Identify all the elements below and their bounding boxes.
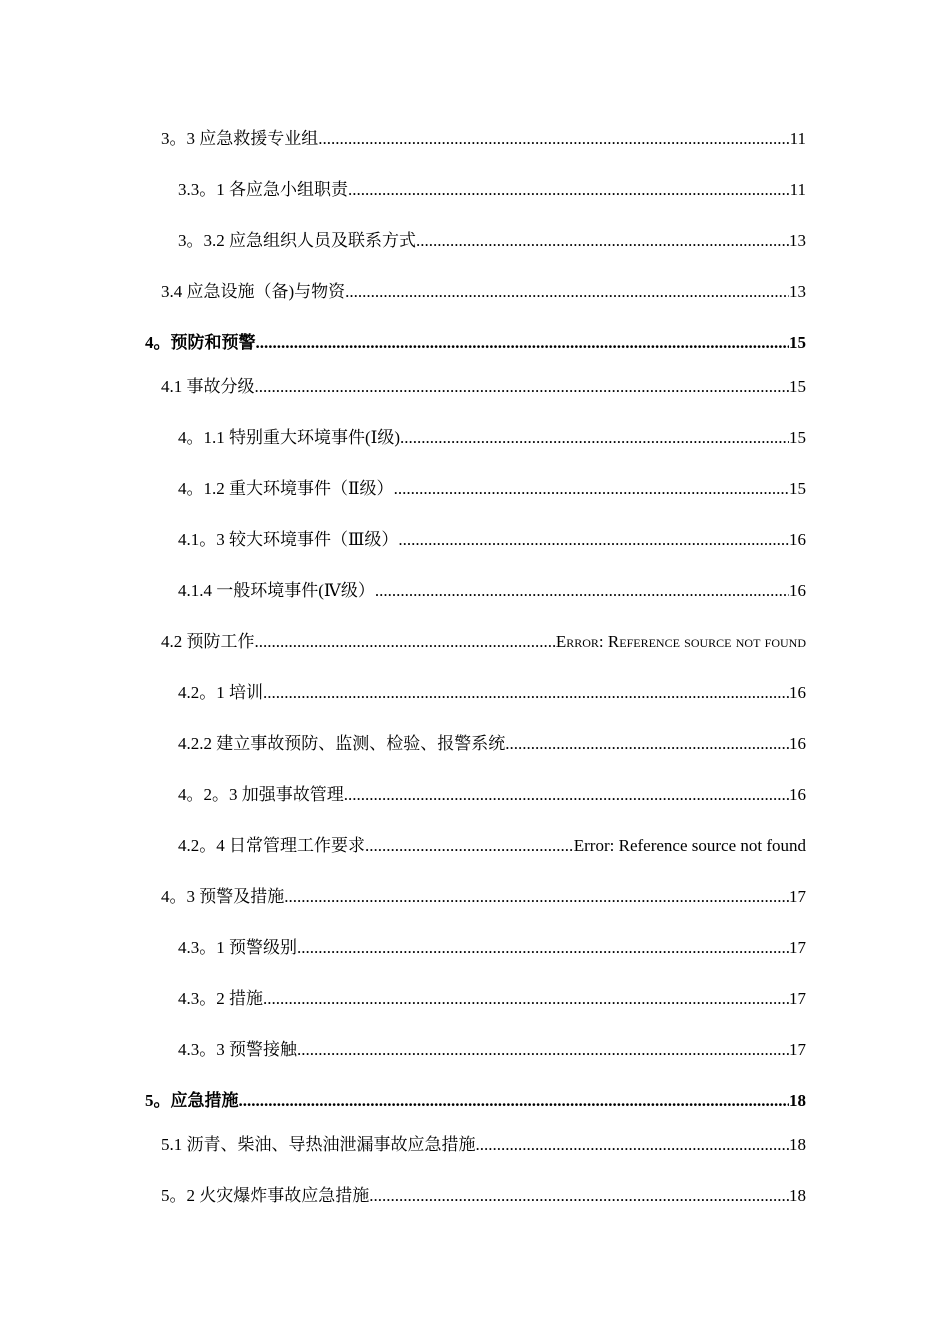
toc-entry[interactable]: [178, 474, 806, 500]
toc-page-number: 16: [789, 734, 806, 753]
toc-dot-leader: [297, 937, 789, 959]
toc-entry[interactable]: [178, 831, 806, 857]
toc-dot-leader: [297, 1039, 789, 1061]
toc-entry-title: 4。3 预警及措施: [161, 887, 285, 906]
toc-page-number: 13: [789, 282, 806, 301]
toc-page-number: 17: [789, 887, 806, 906]
toc-page-number: 16: [789, 683, 806, 702]
toc-entry-title: 3。3 应急救援专业组: [161, 129, 319, 148]
toc-entry[interactable]: [161, 277, 806, 303]
toc-page-number: 18: [789, 1135, 806, 1154]
toc-page-number: 17: [789, 938, 806, 957]
toc-entry[interactable]: [161, 1130, 806, 1156]
toc-entry[interactable]: [161, 124, 806, 150]
toc-dot-leader: [400, 427, 789, 449]
toc-entry[interactable]: [178, 1035, 806, 1061]
toc-page-number: 17: [789, 1040, 806, 1059]
toc-entry[interactable]: [178, 175, 806, 201]
toc-page-number: 18: [789, 1186, 806, 1205]
toc-entry[interactable]: [178, 729, 806, 755]
toc-entry[interactable]: [178, 678, 806, 704]
toc-dot-leader: [348, 179, 790, 201]
toc-entry[interactable]: [178, 780, 806, 806]
toc-dot-leader: [255, 631, 556, 653]
toc-entry[interactable]: [178, 576, 806, 602]
toc-dot-leader: [398, 529, 789, 551]
toc-entry-title: 4.1。3 较大环境事件（Ⅲ级）: [178, 530, 399, 549]
toc-dot-leader: [239, 1090, 790, 1112]
toc-entry[interactable]: [178, 423, 806, 449]
toc-entry-title: 3.4 应急设施（备)与物资: [161, 282, 346, 301]
toc-page-number: 11: [789, 129, 806, 148]
toc-dot-leader: [394, 478, 789, 500]
toc-entry-title: 4。2。3 加强事故管理: [178, 785, 344, 804]
toc-entry-title: 4。1.2 重大环境事件（Ⅱ级）: [178, 479, 394, 498]
toc-entry-title: 4.3。2 措施: [178, 989, 263, 1008]
toc-entry[interactable]: [145, 1086, 806, 1112]
toc-page-number: 16: [789, 581, 806, 600]
toc-entry[interactable]: [178, 984, 806, 1010]
toc-page-number: 15: [789, 479, 806, 498]
toc-dot-leader: [369, 1185, 789, 1207]
toc-entry-title: 4.2。4 日常管理工作要求: [178, 836, 365, 855]
toc-dot-leader: [263, 988, 789, 1010]
toc-entry-title: 4。1.1 特别重大环境事件(Ⅰ级): [178, 428, 401, 447]
toc-dot-leader: [345, 281, 789, 303]
toc-entry-title: 4.2 预防工作: [161, 632, 255, 651]
toc-entry-title: 5。应急措施: [145, 1091, 239, 1110]
toc-entry-title: 4.3。1 预警级别: [178, 938, 297, 957]
toc-page-number: 15: [789, 377, 806, 396]
toc-entry-title: 5.1 沥青、柴油、导热油泄漏事故应急措施: [161, 1135, 476, 1154]
toc-entry-title: 4.2。1 培训: [178, 683, 263, 702]
toc-dot-leader: [365, 835, 574, 857]
toc-page-number: 15: [789, 428, 806, 447]
toc-entry[interactable]: [178, 933, 806, 959]
toc-entry[interactable]: [161, 372, 806, 398]
toc-page-number: 17: [789, 989, 806, 1008]
toc-page-number: 16: [789, 530, 806, 549]
toc-entry-title: 4.3。3 预警接触: [178, 1040, 297, 1059]
toc-entry[interactable]: [161, 1181, 806, 1207]
toc-page-number: 13: [789, 231, 806, 250]
toc-entry-title: 4.2.2 建立事故预防、监测、检验、报警系统: [178, 734, 506, 753]
toc-entry-title: 3。3.2 应急组织人员及联系方式: [178, 231, 416, 250]
toc-entry[interactable]: [161, 882, 806, 908]
toc-dot-leader: [476, 1134, 790, 1156]
toc-page-number: Error: Reference source not found: [555, 632, 806, 651]
toc-entry[interactable]: [161, 627, 806, 653]
toc-dot-leader: [416, 230, 789, 252]
toc-page-number: 16: [789, 785, 806, 804]
toc-entry-title: 5。2 火灾爆炸事故应急措施: [161, 1186, 370, 1205]
toc-dot-leader: [505, 733, 789, 755]
toc-dot-leader: [344, 784, 789, 806]
toc-dot-leader: [255, 376, 790, 398]
toc-page-number: 18: [789, 1091, 806, 1110]
toc-dot-leader: [256, 332, 790, 354]
toc-dot-leader: [318, 128, 789, 150]
toc-entry[interactable]: [178, 226, 806, 252]
toc-entry[interactable]: [145, 328, 806, 354]
toc-dot-leader: [263, 682, 789, 704]
toc-dot-leader: [284, 886, 789, 908]
toc-dot-leader: [375, 580, 789, 602]
toc-page-number: Error: Reference source not found: [573, 836, 806, 855]
toc-entry[interactable]: [178, 525, 806, 551]
toc-entry-title: 4.1 事故分级: [161, 377, 255, 396]
toc-page-number: 15: [789, 333, 806, 352]
toc-entry-title: 4。预防和预警: [145, 333, 256, 352]
toc-page-number: 11: [789, 180, 806, 199]
toc-entry-title: 3.3。1 各应急小组职责: [178, 180, 348, 199]
toc-entry-title: 4.1.4 一般环境事件(Ⅳ级）: [178, 581, 375, 600]
